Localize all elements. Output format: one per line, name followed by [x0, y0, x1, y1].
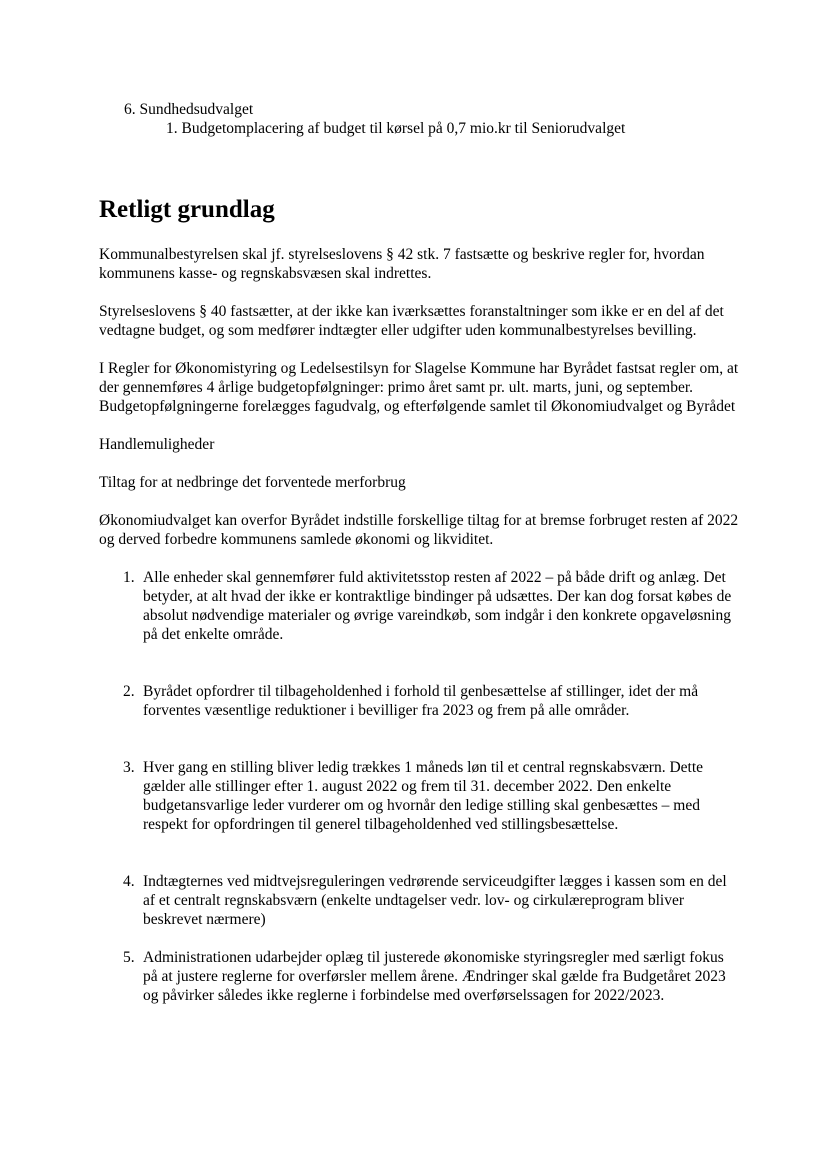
list-text: Sundhedsudvalget [139, 101, 254, 118]
section-body [99, 245, 739, 1005]
measures-list [99, 568, 739, 1005]
measure-item [123, 872, 739, 929]
measure-number: 5. [123, 949, 135, 966]
paragraph-intro: Økonomiudvalget kan overfor Byrådet indstille forskellige tiltag for at bremse forbruget resten af 2022 og derved forbedre kommunens samlede økonomi og likviditet. [99, 512, 739, 548]
committee-list [124, 100, 625, 138]
measure-text: Byrådet opfordrer til tilbageholdenhed i forhold til genbesættelse af stillinger, idet der må forventes væsentlige reduktioner i bevilliger fra 2023 og frem på alle områder. [143, 683, 699, 719]
measure-text: Administrationen udarbejder oplæg til justerede økonomiske styringsregler med særligt fokus på at justere reglerne for overførsler mellem årene. Ændringer skal gælde fra Budgetåret 2023 og påvirker således ikke reglerne i forbindelse med overførselssagen for 2022/2023. [143, 949, 726, 1004]
measure-number: 4. [123, 873, 135, 890]
measure-item [123, 758, 739, 834]
measure-text: Hver gang en stilling bliver ledig trækkes 1 måneds løn til et central regnskabsværn. Dette gælder alle stillinger efter 1. august 2022 og frem til 31. december 2022. Den enkelte budgetansvarlige leder vurderer om og hvornår den ledige stilling skal genbesættes – med respekt for opfordringen til generel tilbageholdenhed ved stillingsbesættelse. [143, 759, 704, 833]
sub-list-item [166, 119, 625, 138]
list-number: 6. [124, 101, 136, 118]
measure-item [123, 568, 739, 644]
measure-number: 2. [123, 683, 135, 700]
measure-text: Alle enheder skal gennemfører fuld aktivitetsstop resten af 2022 – på både drift og anlæg. Det betyder, at alt hvad der ikke er kontraktlige bindinger på udsættes. Der kan dog forsat købes de absolut nødvendige materialer og øvrige vareindkøb, som indgår i den konkrete opgaveløsning på det enkelte område. [143, 569, 732, 643]
section-heading: Retligt grundlag [99, 196, 275, 223]
paragraph-options-heading: Handlemuligheder [99, 436, 215, 453]
paragraph-legal-basis: Kommunalbestyrelsen skal jf. styrelseslovens § 42 stk. 7 fastsætte og beskrive regler for, hvordan kommunens kasse- og regnskabsvæsen skal indrettes. [99, 246, 705, 282]
sub-list-number: 1. [166, 120, 178, 137]
measure-text: Indtægternes ved midtvejsreguleringen vedrørende serviceudgifter lægges i kassen som en del af et centralt regnskabsværn (enkelte undtagelser vedr. lov- og cirkulæreprogram bliver beskrevet nærmere) [143, 873, 727, 928]
measure-number: 1. [123, 569, 135, 586]
measure-item [123, 948, 739, 1005]
list-item [124, 100, 625, 119]
paragraph-section-40: Styrelseslovens § 40 fastsætter, at der ikke kan iværksættes foranstaltninger som ikke er en del af det vedtagne budget, og som medfører indtægter eller udgifter uden kommunalbestyrelses bevilling. [99, 303, 724, 339]
paragraph-rules: I Regler for Økonomistyring og Ledelsestilsyn for Slagelse Kommune har Byrådet fastsat regler om, at der gennemføres 4 årlige budgetopfølgninger: primo året samt pr. ult. marts, juni, og september. Budgetopfølgningerne forelægges fagudvalg, og efterfølgende samlet til Økonomiudvalget og Byrådet [99, 360, 739, 415]
measure-item [123, 682, 739, 720]
measure-number: 3. [123, 759, 135, 776]
sub-list-text: Budgetomplacering af budget til kørsel på 0,7 mio.kr til Seniorudvalget [181, 120, 626, 137]
paragraph-measures-heading: Tiltag for at nedbringe det forventede merforbrug [99, 474, 406, 491]
